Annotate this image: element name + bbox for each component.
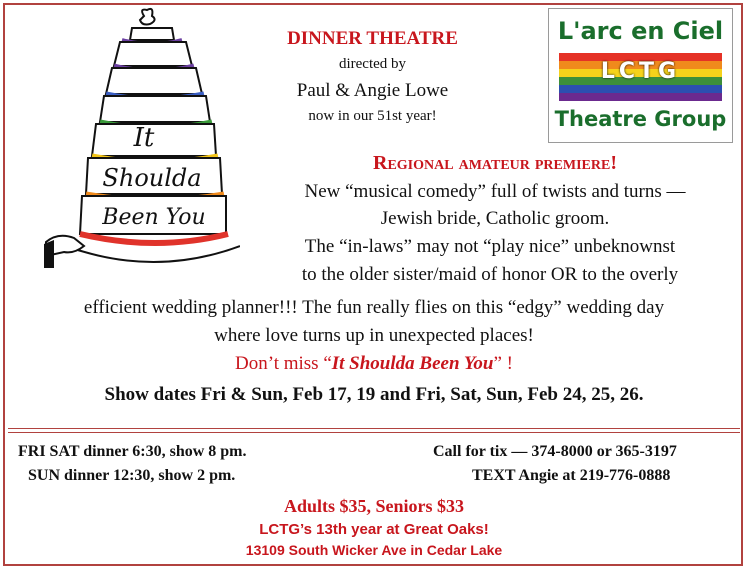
- desc-line-3: The “in-laws” may not “play nice” unbeknownst: [304, 236, 676, 257]
- show-title: It Shoulda Been You: [331, 353, 494, 374]
- cake-text-line3: Been You: [102, 205, 206, 230]
- wedding-cake-illustration: [44, 6, 240, 284]
- logo-top-text: L'arc en Ciel: [557, 17, 724, 45]
- divider-top: [8, 428, 740, 429]
- venue-address: 13109 South Wicker Ave in Cedar Lake: [245, 542, 503, 558]
- directed-by-label: directed by: [338, 56, 407, 72]
- cake-text-line2: Shoulda: [102, 164, 202, 192]
- fri-sat-schedule: FRI SAT dinner 6:30, show 8 pm.: [18, 443, 247, 460]
- cake-text-line1: It: [133, 123, 155, 153]
- ticket-prices: Adults $35, Seniors $33: [283, 496, 465, 516]
- years-text: now in our 51st year!: [308, 108, 437, 124]
- desc-line-2: Jewish bride, Catholic groom.: [380, 208, 610, 229]
- directors-name: Paul & Angie Lowe: [296, 80, 449, 101]
- title-dinner-theatre: DINNER THEATRE: [287, 28, 458, 49]
- dont-miss-line: Don’t miss “It Shoulda Been You” !: [234, 353, 513, 374]
- desc-line-5: efficient wedding planner!!! The fun really flies on this “edgy” wedding day: [83, 297, 665, 318]
- logo-bottom-text: Theatre Group: [554, 107, 727, 131]
- text-angie: TEXT Angie at 219-776-0888: [472, 467, 671, 484]
- desc-line-6: where love turns up in unexpected places!: [214, 325, 534, 346]
- sun-schedule: SUN dinner 12:30, show 2 pm.: [28, 467, 236, 484]
- call-for-tickets: Call for tix — 374-8000 or 365-3197: [433, 443, 677, 460]
- desc-line-1: New “musical comedy” full of twists and turns —: [304, 181, 686, 202]
- show-dates: Show dates Fri & Sun, Feb 17, 19 and Fri, Sat, Sun, Feb 24, 25, 26.: [104, 384, 644, 405]
- divider-bottom: [8, 432, 740, 433]
- desc-line-4: to the older sister/maid of honor OR to the overly: [301, 264, 679, 285]
- logo-middle-text: LCTG: [600, 59, 681, 84]
- lctg-logo: [548, 8, 733, 143]
- regional-premiere-headline: Regional amateur premiere!: [373, 152, 617, 174]
- anniversary-text: LCTG’s 13th year at Great Oaks!: [259, 521, 489, 538]
